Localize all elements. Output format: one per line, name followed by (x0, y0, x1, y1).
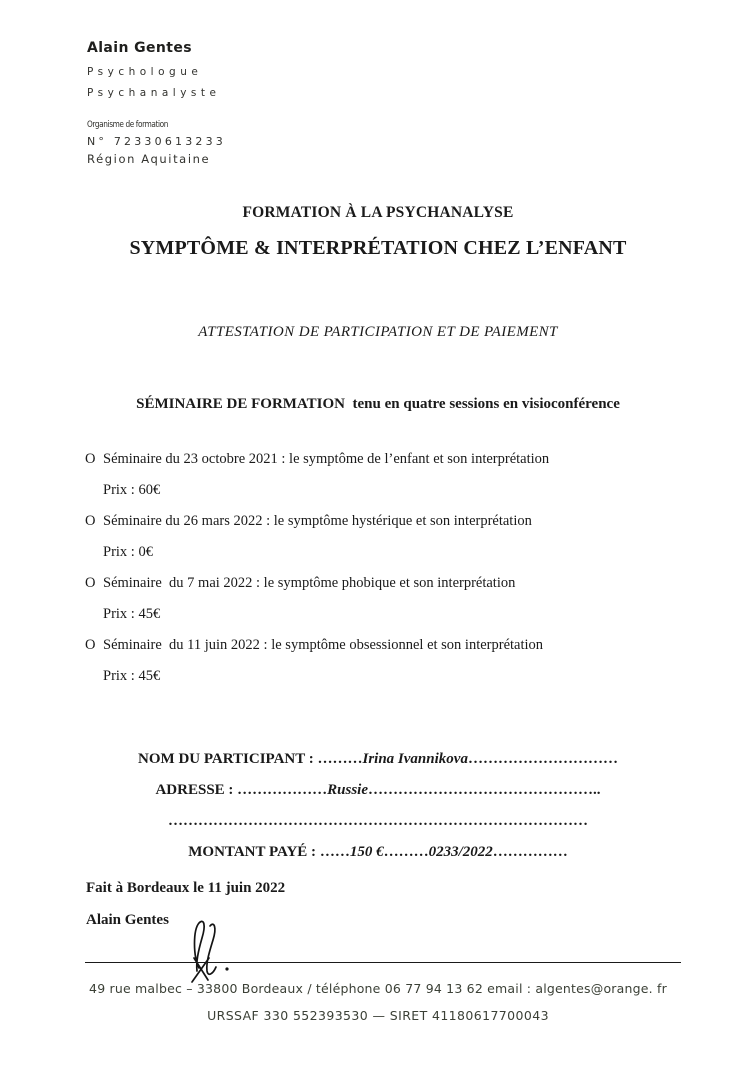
seminar-item (0, 630, 756, 692)
seminar-line (85, 630, 756, 661)
heading-main-title: SYMPTÔME & INTERPRÉTATION CHEZ L’ENFANT (129, 237, 627, 259)
letterhead-region: Région Aquitaine (87, 152, 211, 166)
letterhead-name: Alain Gentes (87, 40, 192, 56)
heading-seminaire (0, 396, 756, 413)
heading-attestation: ATTESTATION DE PARTICIPATION ET DE PAIEMENT (198, 324, 558, 340)
footer-contact-line: 49 rue malbec – 33800 Bordeaux / téléphone 06 77 94 13 62 email : algentes@orange. fr (89, 981, 667, 996)
seminar-item (0, 444, 756, 506)
dots: ……………… (237, 782, 328, 798)
seminar-line (85, 444, 756, 475)
footer-divider (85, 962, 681, 963)
seminar-price: Prix : 0€ (103, 544, 153, 560)
participant-block (0, 744, 756, 868)
dots: …… (319, 844, 350, 860)
letterhead-organisme: Organisme de formation (87, 120, 168, 130)
letterhead-title-psychologue: Psychologue (87, 66, 203, 78)
seminar-price: Prix : 45€ (103, 668, 161, 684)
amount-label: MONTANT PAYÉ : (188, 844, 320, 860)
participant-amount-line (0, 837, 756, 868)
footer-registration-line: URSSAF 330 552393530 — SIRET 41180617700043 (207, 1008, 549, 1023)
seminar-item (0, 568, 756, 630)
seminar-line (85, 506, 756, 537)
closing-signatory-name: Alain Gentes (86, 912, 169, 928)
seminar-bullet: O (85, 451, 96, 467)
heading-seminaire-label: SÉMINAIRE DE FORMATION (136, 396, 346, 412)
participant-name-label: NOM DU PARTICIPANT : (138, 751, 318, 767)
participant-name-line (0, 744, 756, 775)
seminar-text: Séminaire du 23 octobre 2021 : le symptôme de l’enfant et son interprétation (103, 451, 550, 467)
participant-name-value: Irina Ivannikova (362, 751, 468, 767)
seminar-item (0, 506, 756, 568)
letterhead-org-number: N° 72330613233 (87, 135, 227, 148)
seminar-text: Séminaire du 26 mars 2022 : le symptôme hystérique et son interprétation (103, 513, 532, 529)
seminar-list (0, 444, 756, 692)
dots: ………………………… (467, 751, 618, 767)
seminar-text: Séminaire du 11 juin 2022 : le symptôme obsessionnel et son interprétation (103, 637, 544, 653)
signature-dot (225, 967, 228, 970)
seminar-bullet: O (85, 637, 96, 653)
dots: ……… (383, 844, 429, 860)
letterhead-title-psychanalyste: Psychanalyste (87, 87, 221, 99)
seminar-price: Prix : 60€ (103, 482, 161, 498)
seminar-bullet: O (85, 513, 96, 529)
letterhead (87, 40, 226, 166)
dots: …………… (492, 844, 568, 860)
seminar-bullet: O (85, 575, 96, 591)
participant-address-line (0, 775, 756, 806)
participant-address-label: ADRESSE : (155, 782, 238, 798)
receipt-number-value: 0233/2022 (428, 844, 493, 860)
heading-seminaire-rest: tenu en quatre sessions en visioconférence (345, 396, 620, 412)
participant-filler-line: ………………………………………………………………………… (168, 813, 588, 829)
seminar-text: Séminaire du 7 mai 2022 : le symptôme phobique et son interprétation (103, 575, 516, 591)
seminar-price: Prix : 45€ (103, 606, 161, 622)
amount-paid-value: 150 € (349, 844, 384, 860)
heading-formation: FORMATION À LA PSYCHANALYSE (242, 204, 514, 221)
dots: ……… (317, 751, 363, 767)
dots: ……………………………………….. (368, 782, 601, 798)
seminar-line (85, 568, 756, 599)
closing-place-date: Fait à Bordeaux le 11 juin 2022 (86, 880, 286, 896)
participant-address-value: Russie (327, 782, 369, 798)
signature (172, 916, 252, 986)
